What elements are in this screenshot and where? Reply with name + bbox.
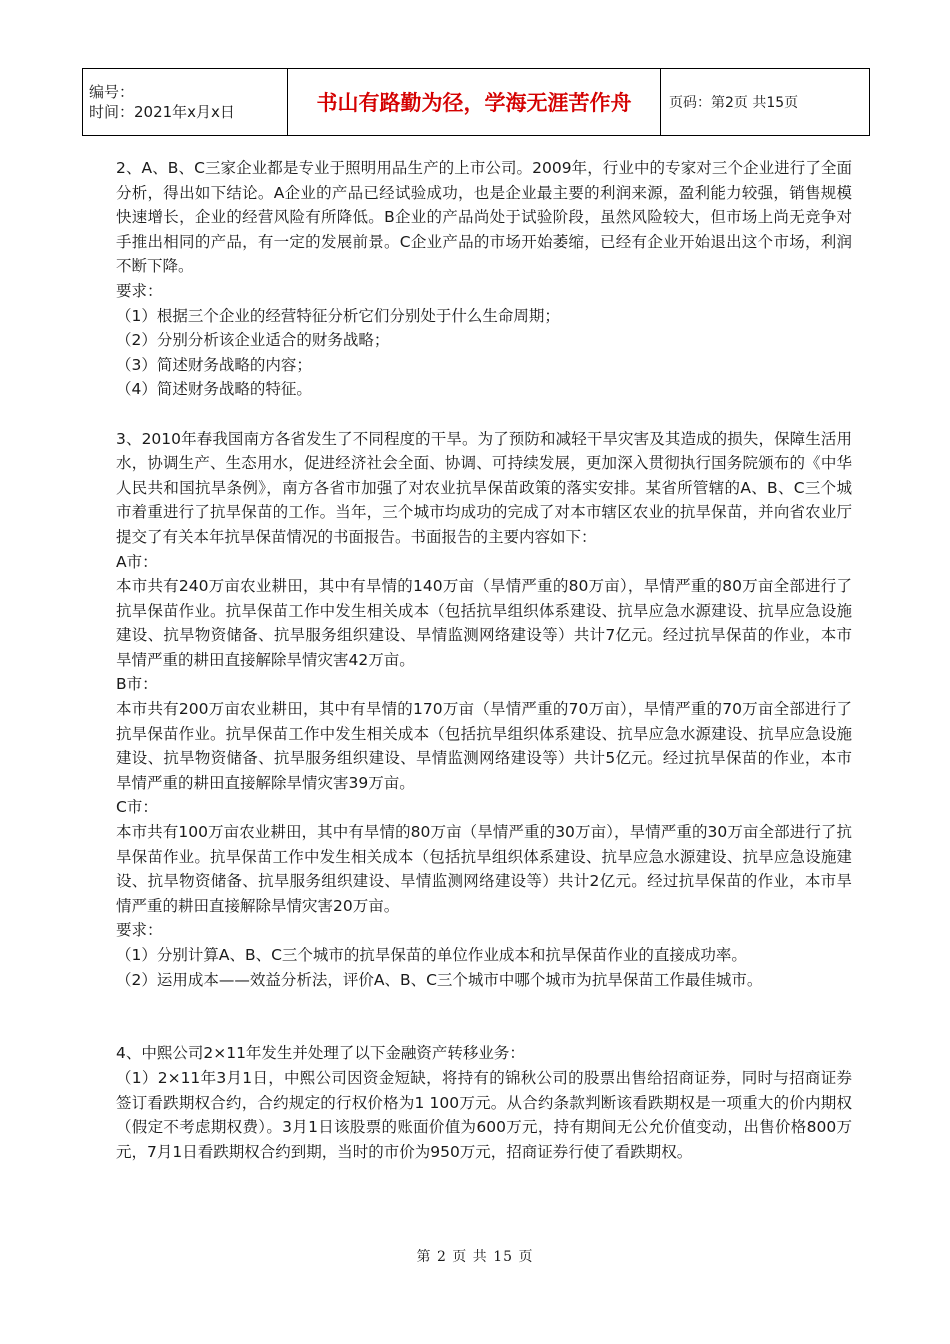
body-paragraph: A市： [116,552,158,571]
header-page-number: 页码：第2页 共15页 [661,69,870,136]
paragraph-spacer [116,992,852,1017]
paragraph-spacer [116,402,852,427]
body-paragraph: （1）分别计算A、B、C三个城市的抗旱保苗的单位作业成本和抗旱保苗作业的直接成功率。 [116,946,747,964]
page-footer: 第 2 页 共 15 页 [416,1249,534,1265]
body-paragraph: （4）简述财务战略的特征。 [116,380,312,399]
body-paragraph: 4、中熙公司2×11年发生并处理了以下金融资产转移业务： [116,1044,525,1063]
body-paragraph: （2）运用成本——效益分析法，评价A、B、C三个城市中哪个城市为抗旱保苗工作最佳城市。 [116,970,763,989]
document-date-label: 时间：2021年x月x日 [89,103,235,121]
body-paragraph: B市： [116,675,158,694]
body-paragraph: 要求： [116,921,163,940]
body-paragraph: （1）根据三个企业的经营特征分析它们分别处于什么生命周期； [116,306,560,325]
body-paragraph: 本市共有200万亩农业耕田，其中有旱情的170万亩（旱情严重的70万亩），旱情严重的70万亩全部进行了抗旱保苗作业。抗旱保苗工作中发生相关成本（包括抗旱组织体系建设、抗旱应急水源建设、抗旱应急设施建设、抗旱物资储备、抗旱服务组织建设、旱情监测网络建设等）共计5亿元。经过抗旱保苗的作业，本市旱情严重的耕田直接解除旱情灾害39万亩。 [116,700,852,792]
body-paragraph: C市： [116,798,158,817]
body-paragraph: （2）分别分析该企业适合的财务战略； [116,331,390,350]
body-paragraph: 本市共有100万亩农业耕田，其中有旱情的80万亩（旱情严重的30万亩），旱情严重的30万亩全部进行了抗旱保苗作业。抗旱保苗工作中发生相关成本（包括抗旱组织体系建设、抗旱应急水源建设、抗旱应急设施建设、抗旱物资储备、抗旱服务组织建设、旱情监测网络建设等）共计2亿元。经过抗旱保苗的作业，本市旱情严重的耕田直接解除旱情灾害20万亩。 [116,823,852,915]
body-paragraph: 2、A、B、C三家企业都是专业于照明用品生产的上市公司。2009年，行业中的专家对三个企业进行了全面分析，得出如下结论。A企业的产品已经试验成功，也是企业最主要的利润来源，盈利能力较强，销售规模快速增长，企业的经营风险有所降低。B企业的产品尚处于试验阶段，虽然风险较大，但市场上尚无竞争对手推出相同的产品，有一定的发展前景。C企业产品的市场开始萎缩，已经有企业开始退出这个市场，利润不断下降。 [116,159,852,276]
paragraph-spacer [116,1017,852,1042]
document-number-label: 编号： [89,83,135,101]
body-paragraph: 3、2010年春我国南方各省发生了不同程度的干旱。为了预防和减轻干旱灾害及其造成的损失，保障生活用水，协调生产、生态用水，促进经济社会全面、协调、可持续发展，更加深入贯彻执行国务院颁布的《中华人民共和国抗旱条例》，南方各省市加强了对农业抗旱保苗政策的落实安排。某省所管辖的A、B、C三个城市着重进行了抗旱保苗的工作。当年，三个城市均成功的完成了对本市辖区农业的抗旱保苗，并向省农业厅提交了有关本年抗旱保苗情况的书面报告。书面报告的主要内容如下： [116,429,852,546]
body-paragraph: （1）2×11年3月1日，中熙公司因资金短缺，将持有的锦秋公司的股票出售给招商证券，同时与招商证券签订看跌期权合约，合约规定的行权价格为1 100万元。从合约条款判断该看跌期权是一项重大的价内期权（假定不考虑期权费）。3月1日该股票的账面价值为600万元，持有期间无公允价值变动，出售价格800万元，7月1日看跌期权合约到期，当时的市价为950万元，招商证券行使了看跌期权。 [116,1068,852,1161]
header-motto: 书山有路勤为径，学海无涯苦作舟 [288,69,661,136]
page-header [82,68,870,136]
document-body [116,156,852,1164]
header-meta [83,69,288,136]
body-paragraph: （3）简述财务战略的内容； [116,355,312,374]
body-paragraph: 要求： [116,281,163,300]
body-paragraph: 本市共有240万亩农业耕田，其中有旱情的140万亩（旱情严重的80万亩），旱情严重的80万亩全部进行了抗旱保苗作业。抗旱保苗工作中发生相关成本（包括抗旱组织体系建设、抗旱应急水源建设、抗旱应急设施建设、抗旱物资储备、抗旱服务组织建设、旱情监测网络建设等）共计7亿元。经过抗旱保苗的作业，本市旱情严重的耕田直接解除旱情灾害42万亩。 [116,577,852,669]
